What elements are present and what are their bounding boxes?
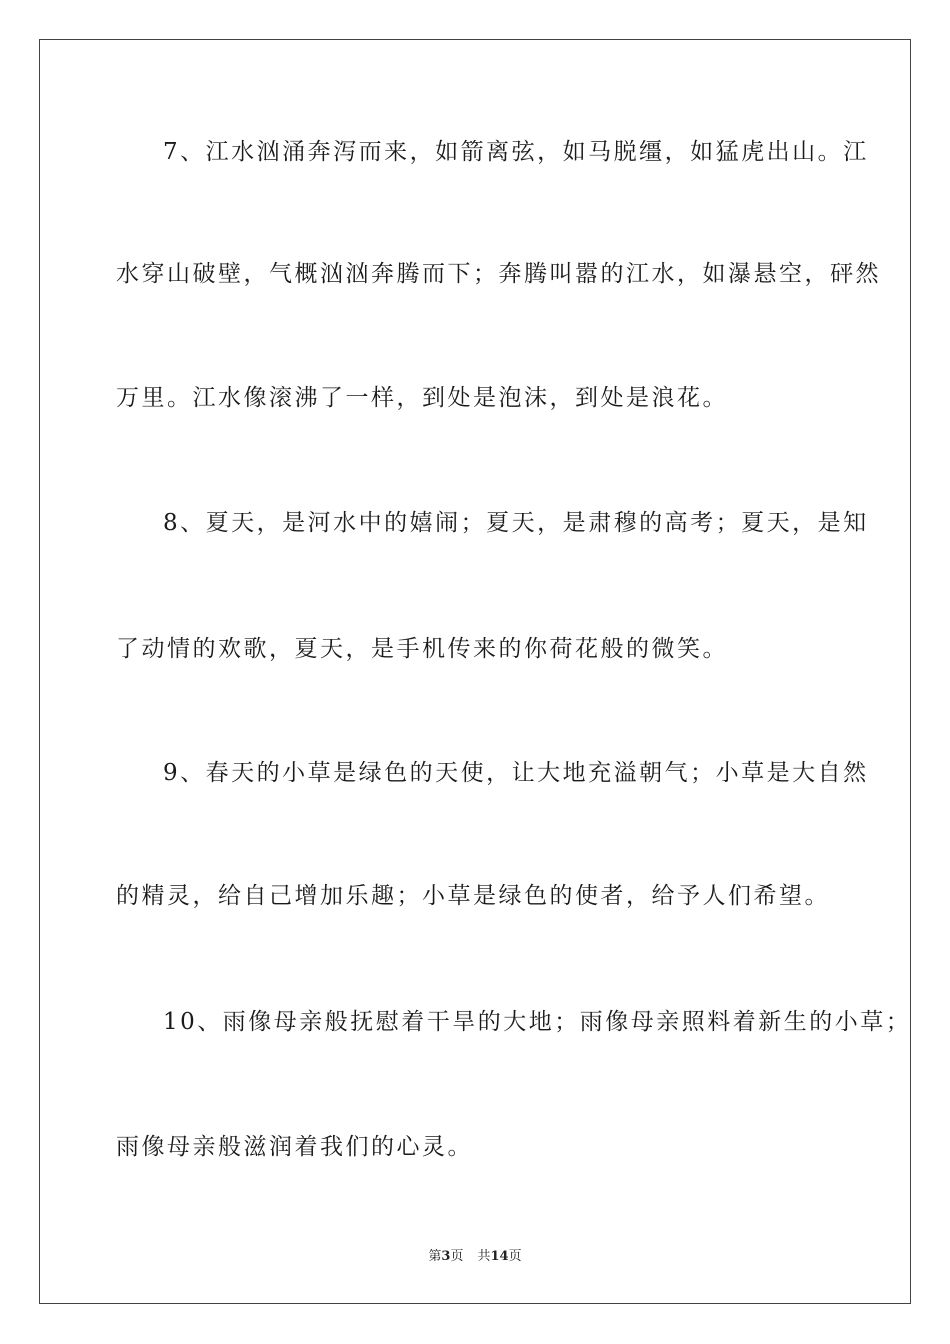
paragraph-9-line-2: 的精灵，给自己增加乐趣；小草是绿色的使者，给予人们希望。 [116, 883, 830, 909]
paragraph-9-line-1: 9、春天的小草是绿色的天使，让大地充溢朝气；小草是大自然 [163, 760, 869, 786]
paragraph-7-line-2: 水穿山破壁，气概汹汹奔腾而下；奔腾叫嚣的江水，如瀑悬空，砰然 [116, 261, 881, 287]
paragraph-7-line-1: 7、江水汹涌奔泻而来，如箭离弦，如马脱缰，如猛虎出山。江 [163, 139, 869, 165]
footer-page-number: 3 [441, 1249, 451, 1264]
page-border [39, 39, 911, 1304]
footer-page-suffix: 页 [450, 1249, 464, 1264]
page-footer [0, 1248, 950, 1266]
paragraph-10-line-1: 10、雨像母亲般抚慰着干旱的大地；雨像母亲照料着新生的小草； [163, 1009, 912, 1035]
paragraph-8-line-2: 了动情的欢歌，夏天，是手机传来的你荷花般的微笑。 [116, 636, 728, 662]
footer-total-prefix: 共 [477, 1249, 491, 1264]
paragraph-8-line-1: 8、夏天，是河水中的嬉闹；夏天，是肃穆的高考；夏天，是知 [163, 510, 869, 536]
paragraph-7-line-3: 万里。江水像滚沸了一样，到处是泡沫，到处是浪花。 [116, 385, 728, 411]
footer-total-suffix: 页 [508, 1249, 522, 1264]
paragraph-10-line-2: 雨像母亲般滋润着我们的心灵。 [116, 1134, 473, 1160]
footer-total-pages: 14 [490, 1249, 509, 1264]
footer-page-prefix: 第 [428, 1249, 442, 1264]
